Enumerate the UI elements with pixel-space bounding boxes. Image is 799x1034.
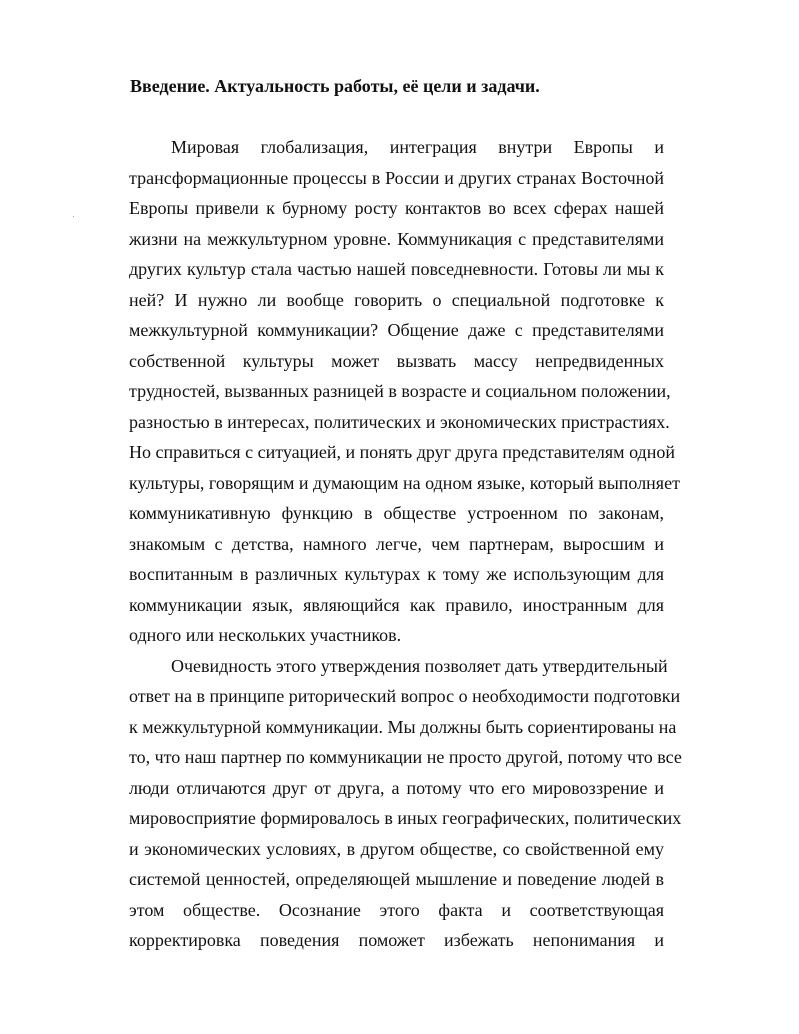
- paragraph-line: к межкультурной коммуникации. Мы должны быть сориентированы на: [129, 716, 677, 737]
- paragraph-line: люди отличаются друг от друга, а потому что его мировоззрение и: [129, 777, 664, 798]
- paragraph-line: ответ на в принципе риторический вопрос о необходимости подготовки: [129, 686, 681, 706]
- paragraph-line: воспитанным в различных культурах к тому же использующим для: [129, 564, 664, 584]
- paragraph-line: жизни на межкультурном уровне. Коммуникация с представителями: [129, 228, 664, 249]
- paragraph-line: одного или нескольких участников.: [129, 625, 402, 645]
- paragraph-line: корректировка поведения поможет избежать непонимания и: [129, 930, 664, 950]
- paragraph-line: Но справиться с ситуацией, и понять друг друга представителям одной: [129, 442, 675, 462]
- paragraph-line: то, что наш партнер по коммуникации не просто другой, потому что все: [129, 747, 682, 767]
- paragraph-line: разностью в интересах, политических и экономических пристрастиях.: [129, 411, 670, 432]
- paragraph-line: трудностей, вызванных разницей в возрасте и социальном положении,: [129, 381, 671, 401]
- paragraph-line: ней? И нужно ли вообще говорить о специальной подготовке к: [129, 289, 664, 310]
- paragraph-line: и экономических условиях, в другом обществе, со свойственной ему: [129, 838, 664, 859]
- paragraph-line: мировосприятие формировалось в иных географических, политических: [129, 808, 682, 828]
- paragraph-line: коммуникативную функцию в обществе устроенном по законам,: [129, 503, 664, 523]
- paragraph-line: других культур стала частью нашей повседневности. Готовы ли мы к: [129, 259, 664, 279]
- body-text: [129, 132, 682, 956]
- paragraph-line: межкультурной коммуникации? Общение даже с представителями: [129, 320, 664, 340]
- paragraph-line: культуры, говорящим и думающим на одном языке, который выполняет: [129, 472, 680, 493]
- paragraph-line: коммуникации язык, являющийся как правило, иностранным для: [129, 594, 664, 615]
- paragraph-line: Европы привели к бурному росту контактов во всех сферах нашей: [129, 198, 664, 218]
- paragraph-line: Очевидность этого утверждения позволяет дать утвердительный: [171, 655, 668, 676]
- paragraph-line: этом обществе. Осознание этого факта и соответствующая: [129, 899, 664, 920]
- scan-artifact: [73, 216, 74, 217]
- paragraph-line: трансформационные процессы в России и других странах Восточной: [129, 167, 664, 188]
- paragraph-line: знакомым с детства, намного легче, чем партнерам, выросшим и: [129, 533, 664, 554]
- paragraph-line: собственной культуры может вызвать массу непредвиденных: [129, 350, 664, 371]
- paragraph-line: системой ценностей, определяющей мышление и поведение людей в: [129, 869, 664, 889]
- section-heading: Введение. Актуальность работы, её цели и задачи.: [130, 76, 540, 96]
- paragraph-line: Мировая глобализация, интеграция внутри Европы и: [171, 137, 664, 157]
